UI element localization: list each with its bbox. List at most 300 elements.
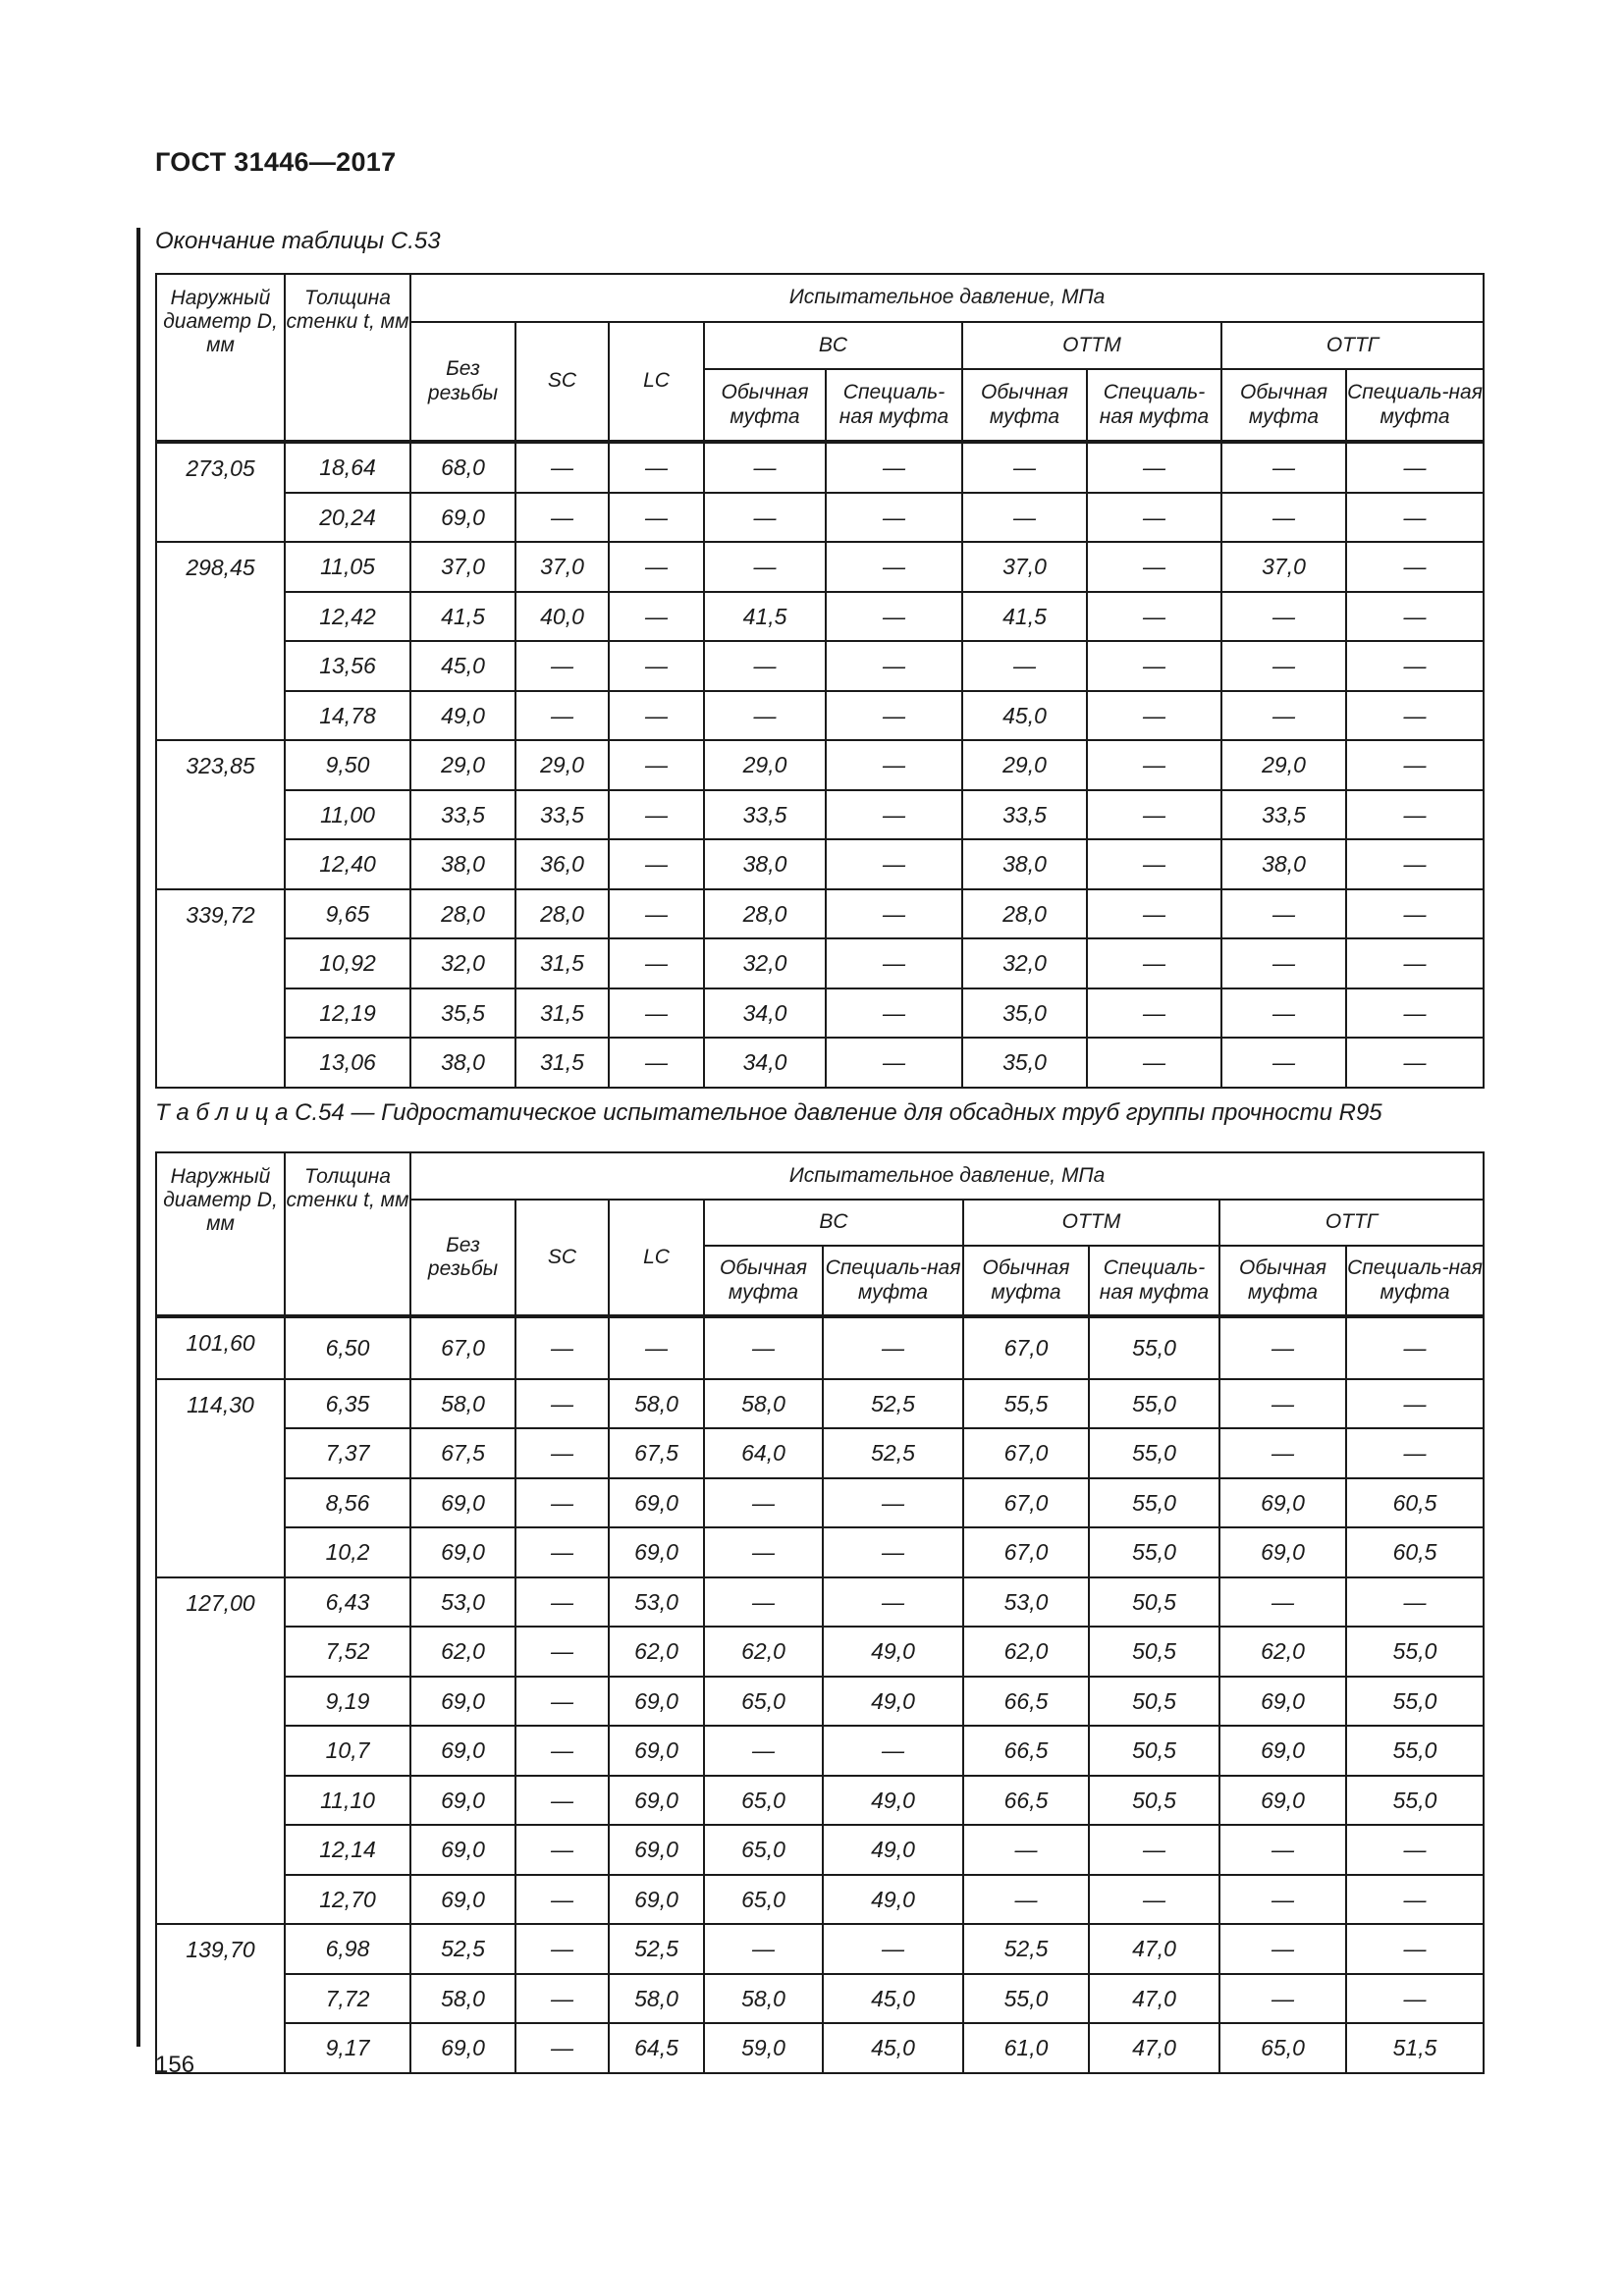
pressure-cell: 32,0 — [962, 938, 1087, 988]
pressure-cell: — — [1346, 740, 1484, 790]
pressure-cell: 65,0 — [704, 1677, 823, 1727]
pressure-cell: — — [1087, 740, 1221, 790]
table-row — [156, 740, 1484, 790]
col-test-pressure: Испытательное давление, МПа — [410, 274, 1484, 322]
pressure-cell: — — [609, 641, 704, 691]
wall-thickness-cell: 10,7 — [285, 1726, 410, 1776]
pressure-cell: — — [1346, 1974, 1484, 2024]
col-bc: BC — [704, 1200, 963, 1246]
table-c54-caption: Т а б л и ц а С.54 — Гидростатическое испытательное давление для обсадных труб группы прочности R95 — [155, 1099, 1382, 1126]
wall-thickness-cell: 20,24 — [285, 493, 410, 543]
pressure-cell: 35,0 — [962, 988, 1087, 1039]
pressure-cell: 62,0 — [1219, 1627, 1346, 1677]
pressure-cell: 69,0 — [609, 1726, 704, 1776]
pressure-cell: 55,0 — [1089, 1527, 1219, 1577]
table-row — [156, 1974, 1484, 2024]
pressure-cell: — — [609, 442, 704, 493]
pressure-cell: — — [823, 1577, 963, 1628]
pressure-cell: 31,5 — [515, 988, 609, 1039]
pressure-cell: — — [1219, 1974, 1346, 2024]
pressure-cell: 66,5 — [963, 1677, 1089, 1727]
pressure-cell: — — [1221, 691, 1346, 741]
table-row — [156, 1726, 1484, 1776]
pressure-cell: 67,0 — [963, 1316, 1089, 1379]
pressure-cell: 69,0 — [410, 1776, 515, 1826]
pressure-cell: 69,0 — [1219, 1527, 1346, 1577]
pressure-cell: — — [826, 988, 962, 1039]
pressure-cell: 40,0 — [515, 592, 609, 642]
col-outer-diameter: Наружный диаметр D, мм — [156, 274, 285, 442]
pressure-cell: 29,0 — [704, 740, 826, 790]
pressure-cell: — — [515, 1627, 609, 1677]
pressure-cell: — — [515, 691, 609, 741]
pressure-cell: — — [826, 938, 962, 988]
pressure-cell: — — [704, 1924, 823, 1974]
pressure-cell: 29,0 — [1221, 740, 1346, 790]
pressure-cell: — — [1221, 493, 1346, 543]
pressure-cell: — — [609, 938, 704, 988]
pressure-cell: — — [1219, 1316, 1346, 1379]
pressure-cell: — — [515, 1776, 609, 1826]
pressure-cell: 49,0 — [823, 1875, 963, 1925]
wall-thickness-cell: 13,56 — [285, 641, 410, 691]
pressure-cell: — — [1221, 889, 1346, 939]
pressure-cell: 37,0 — [515, 542, 609, 592]
col-lc: LC — [609, 1200, 704, 1316]
pressure-cell: — — [1219, 1875, 1346, 1925]
pressure-cell: — — [823, 1527, 963, 1577]
pressure-cell: — — [515, 1428, 609, 1478]
pressure-cell: 28,0 — [515, 889, 609, 939]
pressure-cell: — — [1346, 1875, 1484, 1925]
pressure-cell: 66,5 — [963, 1726, 1089, 1776]
table-row — [156, 1677, 1484, 1727]
wall-thickness-cell: 12,40 — [285, 839, 410, 889]
pressure-cell: 29,0 — [515, 740, 609, 790]
pressure-cell: 52,5 — [609, 1924, 704, 1974]
pressure-cell: — — [1087, 592, 1221, 642]
col-ottg: ОТТГ — [1219, 1200, 1484, 1246]
wall-thickness-cell: 7,37 — [285, 1428, 410, 1478]
pressure-cell: 69,0 — [1219, 1478, 1346, 1528]
pressure-cell: — — [515, 641, 609, 691]
pressure-cell: 45,0 — [962, 691, 1087, 741]
table-c53-body — [156, 442, 1484, 1088]
pressure-cell: — — [1089, 1825, 1219, 1875]
wall-thickness-cell: 7,72 — [285, 1974, 410, 2024]
outer-diameter-cell: 127,00 — [156, 1577, 285, 1925]
col-ottg-special: Специаль-ная муфта — [1346, 369, 1484, 442]
pressure-cell: 58,0 — [609, 1974, 704, 2024]
pressure-cell: 67,5 — [609, 1428, 704, 1478]
pressure-cell: — — [1219, 1924, 1346, 1974]
pressure-cell: 33,5 — [962, 790, 1087, 840]
wall-thickness-cell: 12,42 — [285, 592, 410, 642]
pressure-cell: — — [704, 641, 826, 691]
pressure-cell: 38,0 — [704, 839, 826, 889]
table-c54 — [155, 1151, 1485, 2074]
pressure-cell: 28,0 — [704, 889, 826, 939]
outer-diameter-cell: 101,60 — [156, 1316, 285, 1379]
pressure-cell: — — [704, 1478, 823, 1528]
col-test-pressure: Испытательное давление, МПа — [410, 1152, 1484, 1200]
pressure-cell: 50,5 — [1089, 1577, 1219, 1628]
pressure-cell: — — [1346, 691, 1484, 741]
col-ottm-regular: Обычная муфта — [962, 369, 1087, 442]
table-row — [156, 2023, 1484, 2073]
pressure-cell: 33,5 — [515, 790, 609, 840]
table-row — [156, 889, 1484, 939]
pressure-cell: 69,0 — [609, 1527, 704, 1577]
col-wall-thickness: Толщина стенки t, мм — [285, 1152, 410, 1316]
pressure-cell: — — [1087, 790, 1221, 840]
pressure-cell: 69,0 — [609, 1776, 704, 1826]
pressure-cell: 35,0 — [962, 1038, 1087, 1088]
pressure-cell: 55,0 — [1346, 1627, 1484, 1677]
pressure-cell: 69,0 — [609, 1875, 704, 1925]
pressure-cell: 38,0 — [410, 1038, 515, 1088]
pressure-cell: — — [1346, 1316, 1484, 1379]
wall-thickness-cell: 10,92 — [285, 938, 410, 988]
pressure-cell: — — [826, 691, 962, 741]
pressure-cell: 69,0 — [609, 1478, 704, 1528]
pressure-cell: — — [826, 839, 962, 889]
pressure-cell: — — [515, 1875, 609, 1925]
table-row — [156, 790, 1484, 840]
pressure-cell: — — [826, 889, 962, 939]
pressure-cell: 55,0 — [1346, 1677, 1484, 1727]
pressure-cell: 53,0 — [609, 1577, 704, 1628]
pressure-cell: — — [1087, 938, 1221, 988]
pressure-cell: 52,5 — [823, 1379, 963, 1429]
pressure-cell: — — [704, 493, 826, 543]
pressure-cell: 28,0 — [410, 889, 515, 939]
col-bc: BC — [704, 322, 962, 369]
table-row — [156, 839, 1484, 889]
pressure-cell: 55,0 — [1089, 1478, 1219, 1528]
pressure-cell: 67,0 — [963, 1527, 1089, 1577]
pressure-cell: — — [1087, 442, 1221, 493]
pressure-cell: 69,0 — [410, 2023, 515, 2073]
table-row — [156, 1825, 1484, 1875]
pressure-cell: — — [515, 1478, 609, 1528]
pressure-cell: 38,0 — [410, 839, 515, 889]
outer-diameter-cell: 273,05 — [156, 442, 285, 542]
table-c54-body — [156, 1316, 1484, 2073]
document-code: ГОСТ 31446—2017 — [155, 147, 397, 177]
pressure-cell: 69,0 — [410, 1875, 515, 1925]
pressure-cell: 69,0 — [410, 1726, 515, 1776]
pressure-cell: — — [1219, 1577, 1346, 1628]
pressure-cell: — — [962, 493, 1087, 543]
pressure-cell: — — [609, 592, 704, 642]
pressure-cell: — — [1346, 1379, 1484, 1429]
pressure-cell: — — [1346, 442, 1484, 493]
pressure-cell: — — [1346, 542, 1484, 592]
col-lc: LC — [609, 322, 704, 442]
wall-thickness-cell: 9,19 — [285, 1677, 410, 1727]
wall-thickness-cell: 6,35 — [285, 1379, 410, 1429]
pressure-cell: 45,0 — [823, 1974, 963, 2024]
table-row — [156, 988, 1484, 1039]
table-row — [156, 691, 1484, 741]
pressure-cell: — — [515, 1577, 609, 1628]
pressure-cell: 59,0 — [704, 2023, 823, 2073]
pressure-cell: 67,0 — [410, 1316, 515, 1379]
pressure-cell: 65,0 — [704, 1875, 823, 1925]
pressure-cell: 69,0 — [1219, 1677, 1346, 1727]
pressure-cell: — — [1346, 1577, 1484, 1628]
pressure-cell: 49,0 — [823, 1677, 963, 1727]
pressure-cell: 55,5 — [963, 1379, 1089, 1429]
pressure-cell: 69,0 — [410, 493, 515, 543]
wall-thickness-cell: 12,14 — [285, 1825, 410, 1875]
pressure-cell: — — [1221, 592, 1346, 642]
pressure-cell: — — [1346, 641, 1484, 691]
pressure-cell: 69,0 — [609, 1825, 704, 1875]
wall-thickness-cell: 9,17 — [285, 2023, 410, 2073]
pressure-cell: 58,0 — [704, 1974, 823, 2024]
pressure-cell: — — [609, 988, 704, 1039]
pressure-cell: — — [609, 1316, 704, 1379]
wall-thickness-cell: 8,56 — [285, 1478, 410, 1528]
pressure-cell: — — [826, 1038, 962, 1088]
table-row — [156, 1875, 1484, 1925]
wall-thickness-cell: 6,98 — [285, 1924, 410, 1974]
pressure-cell: 55,0 — [1346, 1726, 1484, 1776]
pressure-cell: — — [1219, 1428, 1346, 1478]
wall-thickness-cell: 11,05 — [285, 542, 410, 592]
pressure-cell: — — [609, 740, 704, 790]
pressure-cell: — — [515, 442, 609, 493]
wall-thickness-cell: 12,70 — [285, 1875, 410, 1925]
wall-thickness-cell: 11,00 — [285, 790, 410, 840]
pressure-cell: 50,5 — [1089, 1776, 1219, 1826]
pressure-cell: 52,5 — [410, 1924, 515, 1974]
wall-thickness-cell: 13,06 — [285, 1038, 410, 1088]
table-row — [156, 1478, 1484, 1528]
pressure-cell: 33,5 — [410, 790, 515, 840]
table-row — [156, 938, 1484, 988]
pressure-cell: 33,5 — [704, 790, 826, 840]
wall-thickness-cell: 6,50 — [285, 1316, 410, 1379]
pressure-cell: 53,0 — [410, 1577, 515, 1628]
pressure-cell: — — [962, 641, 1087, 691]
col-bc-regular: Обычная муфта — [704, 369, 826, 442]
pressure-cell: — — [1087, 1038, 1221, 1088]
pressure-cell: — — [609, 839, 704, 889]
pressure-cell: 62,0 — [963, 1627, 1089, 1677]
pressure-cell: — — [1346, 988, 1484, 1039]
pressure-cell: 62,0 — [410, 1627, 515, 1677]
pressure-cell: — — [826, 542, 962, 592]
pressure-cell: — — [1087, 839, 1221, 889]
col-threadless: Без резьбы — [410, 322, 515, 442]
outer-diameter-cell: 323,85 — [156, 740, 285, 889]
col-ottg-special: Специаль-ная муфта — [1346, 1246, 1484, 1316]
pressure-cell: — — [515, 1316, 609, 1379]
pressure-cell: 41,5 — [410, 592, 515, 642]
pressure-cell: 64,5 — [609, 2023, 704, 2073]
pressure-cell: — — [1346, 493, 1484, 543]
pressure-cell: — — [826, 641, 962, 691]
pressure-cell: — — [1087, 691, 1221, 741]
pressure-cell: 55,0 — [1089, 1316, 1219, 1379]
pressure-cell: — — [704, 1527, 823, 1577]
wall-thickness-cell: 18,64 — [285, 442, 410, 493]
pressure-cell: — — [1346, 1924, 1484, 1974]
pressure-cell: — — [826, 790, 962, 840]
pressure-cell: — — [515, 493, 609, 543]
pressure-cell: 67,0 — [963, 1428, 1089, 1478]
table-row — [156, 1316, 1484, 1379]
pressure-cell: 58,0 — [704, 1379, 823, 1429]
pressure-cell: 47,0 — [1089, 1974, 1219, 2024]
wall-thickness-cell: 9,50 — [285, 740, 410, 790]
revision-margin-bar — [136, 228, 140, 2047]
col-ottg-regular: Обычная муфта — [1219, 1246, 1346, 1316]
pressure-cell: 62,0 — [704, 1627, 823, 1677]
pressure-cell: — — [1087, 641, 1221, 691]
table-row — [156, 1038, 1484, 1088]
pressure-cell: — — [704, 1726, 823, 1776]
outer-diameter-cell: 339,72 — [156, 889, 285, 1088]
pressure-cell: 49,0 — [823, 1776, 963, 1826]
pressure-cell: 52,5 — [823, 1428, 963, 1478]
pressure-cell: — — [826, 592, 962, 642]
pressure-cell: 33,5 — [1221, 790, 1346, 840]
table-row — [156, 1379, 1484, 1429]
pressure-cell: 49,0 — [410, 691, 515, 741]
pressure-cell: — — [1221, 641, 1346, 691]
pressure-cell: 35,5 — [410, 988, 515, 1039]
pressure-cell: 55,0 — [1346, 1776, 1484, 1826]
pressure-cell: — — [1089, 1875, 1219, 1925]
pressure-cell: 69,0 — [1219, 1726, 1346, 1776]
pressure-cell: 37,0 — [962, 542, 1087, 592]
pressure-cell: 37,0 — [1221, 542, 1346, 592]
pressure-cell: 69,0 — [410, 1527, 515, 1577]
pressure-cell: — — [1346, 1428, 1484, 1478]
table-row — [156, 1924, 1484, 1974]
col-bc-special: Специаль-ная муфта — [826, 369, 962, 442]
col-ottm: ОТТМ — [962, 322, 1221, 369]
pressure-cell: 69,0 — [1219, 1776, 1346, 1826]
pressure-cell: 45,0 — [823, 2023, 963, 2073]
pressure-cell: 69,0 — [410, 1825, 515, 1875]
pressure-cell: 29,0 — [410, 740, 515, 790]
pressure-cell: 55,0 — [963, 1974, 1089, 2024]
pressure-cell: — — [1346, 938, 1484, 988]
pressure-cell: 31,5 — [515, 1038, 609, 1088]
pressure-cell: — — [823, 1316, 963, 1379]
pressure-cell: — — [609, 493, 704, 543]
pressure-cell: 41,5 — [962, 592, 1087, 642]
pressure-cell: — — [1221, 938, 1346, 988]
pressure-cell: — — [704, 1577, 823, 1628]
pressure-cell: — — [515, 2023, 609, 2073]
pressure-cell: — — [1346, 1825, 1484, 1875]
col-bc-regular: Обычная муфта — [704, 1246, 823, 1316]
pressure-cell: — — [963, 1875, 1089, 1925]
pressure-cell: 38,0 — [1221, 839, 1346, 889]
pressure-cell: 28,0 — [962, 889, 1087, 939]
pressure-cell: 53,0 — [963, 1577, 1089, 1628]
pressure-cell: 47,0 — [1089, 2023, 1219, 2073]
pressure-cell: 45,0 — [410, 641, 515, 691]
table-row — [156, 1527, 1484, 1577]
pressure-cell: 51,5 — [1346, 2023, 1484, 2073]
pressure-cell: 68,0 — [410, 442, 515, 493]
pressure-cell: 32,0 — [410, 938, 515, 988]
pressure-cell: 58,0 — [609, 1379, 704, 1429]
col-bc-special: Специаль-ная муфта — [823, 1246, 963, 1316]
pressure-cell: — — [1087, 988, 1221, 1039]
pressure-cell: — — [1221, 988, 1346, 1039]
pressure-cell: 50,5 — [1089, 1627, 1219, 1677]
col-ottg: ОТТГ — [1221, 322, 1484, 369]
pressure-cell: 69,0 — [410, 1478, 515, 1528]
pressure-cell: 32,0 — [704, 938, 826, 988]
pressure-cell: 34,0 — [704, 988, 826, 1039]
pressure-cell: — — [826, 442, 962, 493]
pressure-cell: — — [1219, 1379, 1346, 1429]
col-ottm-regular: Обычная муфта — [963, 1246, 1089, 1316]
pressure-cell: — — [1087, 493, 1221, 543]
pressure-cell: 55,0 — [1089, 1428, 1219, 1478]
outer-diameter-cell: 139,70 — [156, 1924, 285, 2073]
pressure-cell: — — [609, 542, 704, 592]
col-ottm: ОТТМ — [963, 1200, 1219, 1246]
pressure-cell: — — [515, 1379, 609, 1429]
pressure-cell: 52,5 — [963, 1924, 1089, 1974]
pressure-cell: 58,0 — [410, 1379, 515, 1429]
pressure-cell: 65,0 — [704, 1825, 823, 1875]
pressure-cell: — — [1346, 839, 1484, 889]
pressure-cell: 60,5 — [1346, 1527, 1484, 1577]
pressure-cell: — — [704, 1316, 823, 1379]
col-sc: SC — [515, 1200, 609, 1316]
pressure-cell: 47,0 — [1089, 1924, 1219, 1974]
pressure-cell: — — [823, 1924, 963, 1974]
pressure-cell: 65,0 — [1219, 2023, 1346, 2073]
col-ottm-special: Специаль-ная муфта — [1087, 369, 1221, 442]
pressure-cell: 41,5 — [704, 592, 826, 642]
pressure-cell: 69,0 — [609, 1677, 704, 1727]
pressure-cell: — — [1219, 1825, 1346, 1875]
wall-thickness-cell: 10,2 — [285, 1527, 410, 1577]
pressure-cell: 31,5 — [515, 938, 609, 988]
pressure-cell: — — [826, 740, 962, 790]
pressure-cell: — — [1221, 442, 1346, 493]
pressure-cell: — — [515, 1825, 609, 1875]
pressure-cell: 37,0 — [410, 542, 515, 592]
pressure-cell: 49,0 — [823, 1825, 963, 1875]
table-row — [156, 592, 1484, 642]
table-c53-caption: Окончание таблицы С.53 — [155, 228, 441, 254]
pressure-cell: — — [1346, 790, 1484, 840]
pressure-cell: — — [1346, 592, 1484, 642]
pressure-cell: — — [823, 1726, 963, 1776]
pressure-cell: — — [609, 691, 704, 741]
pressure-cell: 50,5 — [1089, 1726, 1219, 1776]
pressure-cell: 64,0 — [704, 1428, 823, 1478]
wall-thickness-cell: 9,65 — [285, 889, 410, 939]
pressure-cell: 55,0 — [1089, 1379, 1219, 1429]
col-ottg-regular: Обычная муфта — [1221, 369, 1346, 442]
pressure-cell: 36,0 — [515, 839, 609, 889]
pressure-cell: — — [515, 1924, 609, 1974]
